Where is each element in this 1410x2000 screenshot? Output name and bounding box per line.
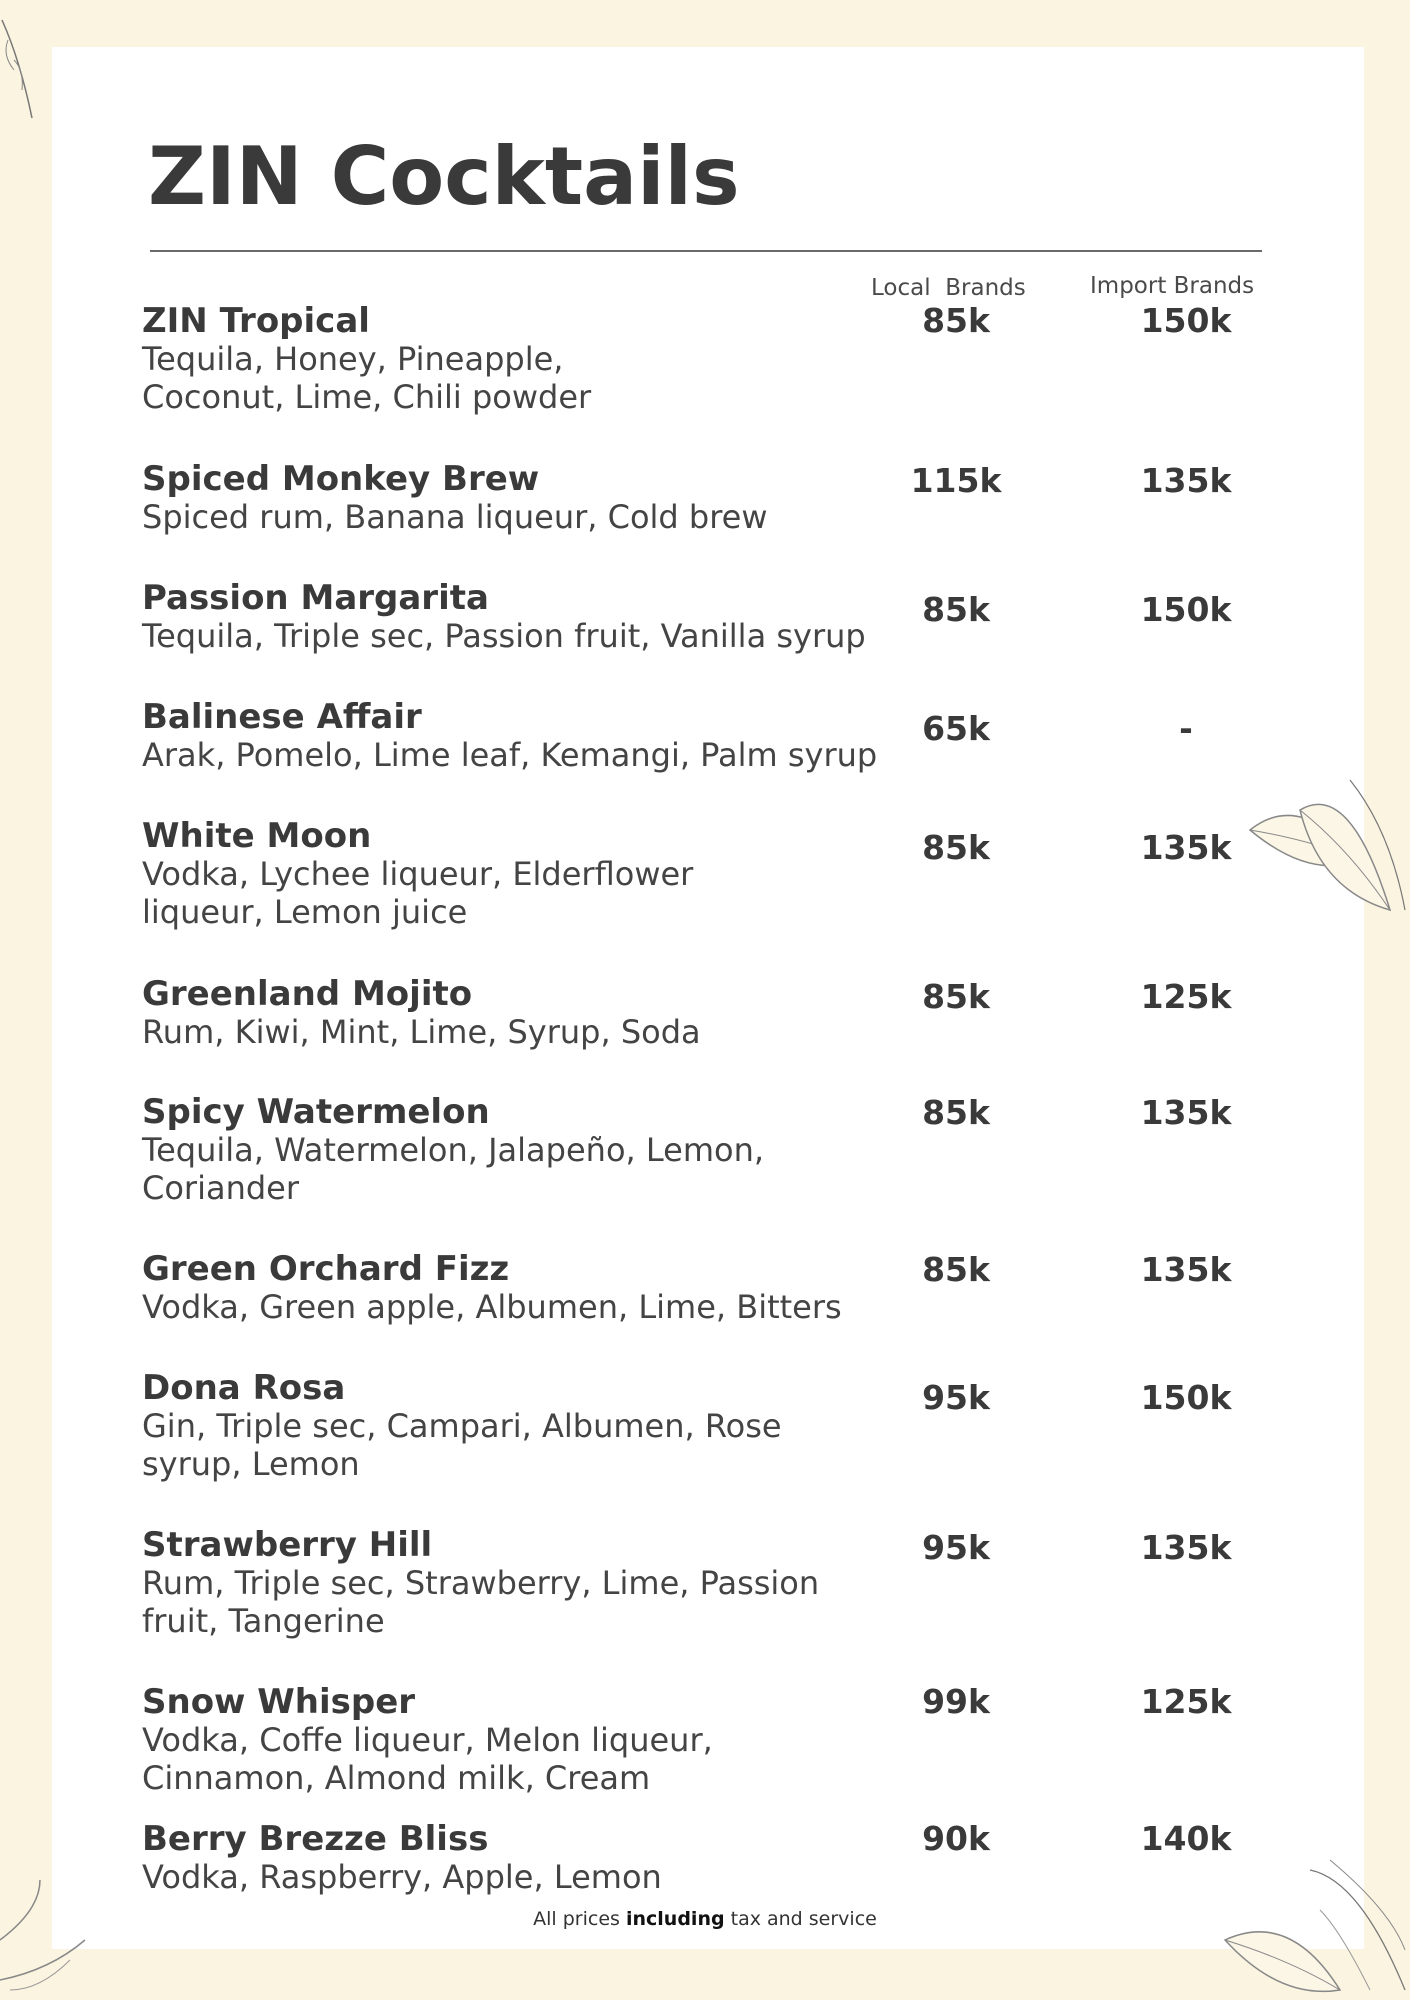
menu-item [142, 1683, 782, 1797]
item-name: Berry Brezze Bliss [142, 1819, 489, 1859]
menu-item [142, 1093, 862, 1207]
price-import: 150k [1140, 1378, 1232, 1417]
menu-item [142, 1526, 872, 1640]
price-import: 125k [1140, 977, 1232, 1016]
price-import: 150k [1140, 590, 1232, 629]
price-note-text: All prices [533, 1908, 626, 1930]
item-description: Rum, Kiwi, Mint, Lime, Syrup, Soda [142, 1013, 701, 1051]
price-import: 135k [1140, 1528, 1232, 1567]
price-local: 85k [922, 1250, 990, 1289]
title-divider [150, 250, 1262, 252]
price-import: 135k [1140, 1093, 1232, 1132]
menu-item [142, 1369, 862, 1483]
price-import: 140k [1140, 1819, 1232, 1858]
item-description: Tequila, Triple sec, Passion fruit, Vanilla syrup [142, 617, 866, 655]
price-import: - [1179, 709, 1193, 748]
leaf-top-left-icon [0, 0, 40, 130]
item-description: Vodka, Green apple, Albumen, Lime, Bitters [142, 1288, 842, 1326]
menu-item [142, 975, 922, 1051]
page-title: ZIN Cocktails [148, 130, 740, 223]
price-local: 85k [922, 590, 990, 629]
price-local: 65k [922, 709, 990, 748]
leaf-bottom-left-icon [0, 1870, 90, 2000]
menu-item [142, 302, 702, 416]
price-local: 99k [922, 1682, 990, 1721]
item-description: Tequila, Honey, Pineapple, Coconut, Lime, Chili powder [142, 340, 592, 416]
item-name: Greenland Mojito [142, 974, 473, 1014]
price-local: 115k [910, 461, 1002, 500]
menu-item [142, 1250, 922, 1326]
price-local: 95k [922, 1528, 990, 1567]
menu-item [142, 460, 922, 536]
item-description: Vodka, Lychee liqueur, Elderflower liqueur, Lemon juice [142, 855, 694, 931]
menu-item [142, 579, 922, 655]
price-import: 150k [1140, 301, 1232, 340]
item-description: Vodka, Coffe liqueur, Melon liqueur, Cinnamon, Almond milk, Cream [142, 1721, 713, 1797]
item-name: Spicy Watermelon [142, 1092, 490, 1132]
leaf-right-icon [1240, 770, 1410, 920]
menu-item [142, 1820, 922, 1896]
price-local: 85k [922, 828, 990, 867]
price-import: 135k [1140, 1250, 1232, 1289]
price-import: 125k [1140, 1682, 1232, 1721]
item-name: Spiced Monkey Brew [142, 459, 540, 499]
column-header-import-brands: Import Brands [1090, 273, 1255, 299]
item-name: Balinese Affair [142, 697, 422, 737]
price-local: 85k [922, 301, 990, 340]
price-note-text-end: tax and service [724, 1908, 877, 1930]
item-description: Vodka, Raspberry, Apple, Lemon [142, 1858, 662, 1896]
price-local: 85k [922, 977, 990, 1016]
item-description: Tequila, Watermelon, Jalapeño, Lemon, Coriander [142, 1131, 765, 1207]
price-note-emphasis: including [625, 1908, 725, 1930]
item-name: White Moon [142, 816, 372, 856]
item-name: Snow Whisper [142, 1682, 416, 1722]
price-import: 135k [1140, 828, 1232, 867]
menu-item [142, 698, 922, 774]
item-name: Passion Margarita [142, 578, 489, 618]
item-name: ZIN Tropical [142, 301, 370, 341]
column-header-local-brands: Local Brands [871, 275, 1026, 301]
item-name: Strawberry Hill [142, 1525, 433, 1565]
item-description: Rum, Triple sec, Strawberry, Lime, Passion fruit, Tangerine [142, 1564, 820, 1640]
item-description: Arak, Pomelo, Lime leaf, Kemangi, Palm syrup [142, 736, 878, 774]
item-description: Spiced rum, Banana liqueur, Cold brew [142, 498, 768, 536]
price-local: 90k [922, 1819, 990, 1858]
price-note [0, 1908, 1410, 1930]
item-description: Gin, Triple sec, Campari, Albumen, Rose syrup, Lemon [142, 1407, 782, 1483]
menu-item [142, 817, 782, 931]
price-local: 85k [922, 1093, 990, 1132]
price-import: 135k [1140, 461, 1232, 500]
price-local: 95k [922, 1378, 990, 1417]
item-name: Dona Rosa [142, 1368, 346, 1408]
item-name: Green Orchard Fizz [142, 1249, 510, 1289]
